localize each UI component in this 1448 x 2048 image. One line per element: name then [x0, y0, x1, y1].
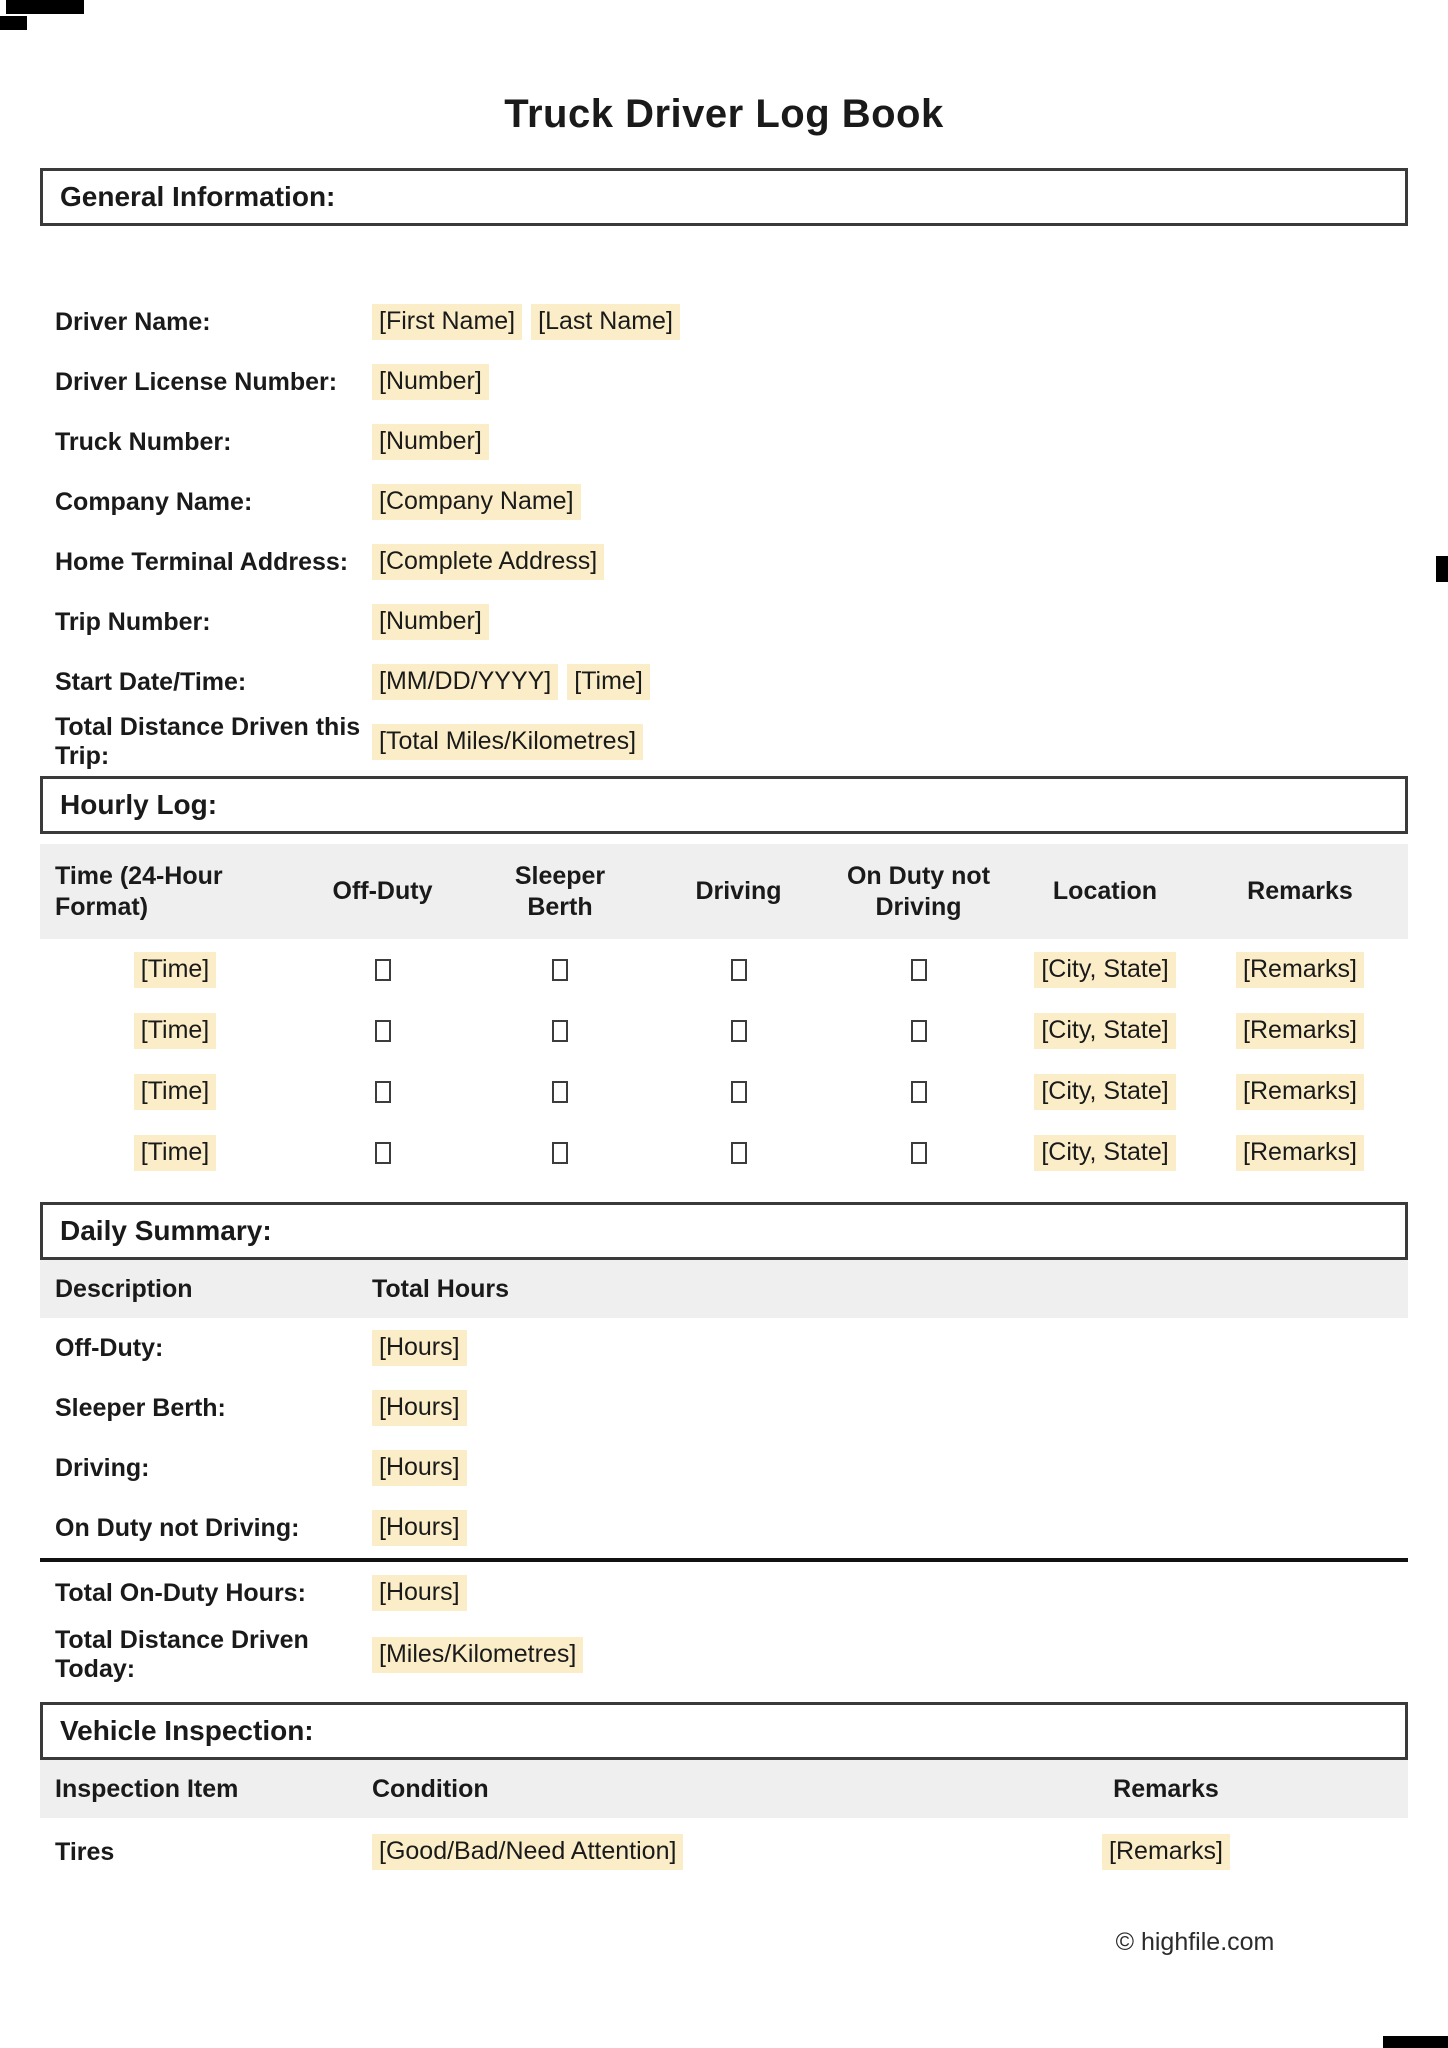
scan-artifact-top-left-2	[0, 16, 27, 30]
field-label: Total Distance Driven this Trip:	[55, 713, 361, 770]
column-header-driving: Driving	[695, 877, 782, 905]
copyright-footer: © highfile.com	[1115, 1928, 1275, 1956]
remarks-placeholder[interactable]: [Remarks]	[1236, 1013, 1364, 1049]
field-label: Start Date/Time:	[55, 667, 247, 696]
driving-checkbox[interactable]	[731, 1081, 747, 1103]
driving-checkbox[interactable]	[731, 1142, 747, 1164]
total-on-duty-hours-placeholder[interactable]: [Hours]	[372, 1575, 467, 1611]
section-header-general-information	[40, 168, 1408, 226]
scan-artifact-top-left	[6, 0, 84, 14]
total-distance-today-placeholder[interactable]: [Miles/Kilometres]	[372, 1637, 583, 1673]
summary-row-total-distance-today	[40, 1624, 1408, 1686]
summary-label: Sleeper Berth:	[55, 1393, 226, 1422]
home-terminal-address-placeholder[interactable]: [Complete Address]	[372, 544, 604, 580]
summary-label: Driving:	[55, 1453, 150, 1482]
section-header-daily-summary	[40, 1202, 1408, 1260]
column-header-description: Description	[55, 1274, 193, 1303]
summary-row-total-on-duty-hours	[40, 1562, 1408, 1624]
on-duty-not-driving-hours-placeholder[interactable]: [Hours]	[372, 1510, 467, 1546]
column-header-total-hours: Total Hours	[372, 1274, 510, 1303]
inspection-item-label: Tires	[55, 1837, 115, 1866]
location-placeholder[interactable]: [City, State]	[1034, 1013, 1175, 1049]
off-duty-checkbox[interactable]	[375, 1081, 391, 1103]
summary-row-on-duty-not-driving	[40, 1498, 1408, 1558]
license-number-placeholder[interactable]: [Number]	[372, 364, 489, 400]
off-duty-checkbox[interactable]	[375, 1020, 391, 1042]
start-time-placeholder[interactable]: [Time]	[567, 664, 650, 700]
company-name-placeholder[interactable]: [Company Name]	[372, 484, 581, 520]
tires-remarks-placeholder[interactable]: [Remarks]	[1102, 1834, 1230, 1870]
column-header-location: Location	[1052, 877, 1158, 905]
column-header-sleeper-berth: Sleeper Berth	[514, 861, 606, 921]
sleeper-berth-checkbox[interactable]	[552, 1142, 568, 1164]
remarks-placeholder[interactable]: [Remarks]	[1236, 1074, 1364, 1110]
general-information-fields	[40, 226, 1408, 772]
time-placeholder[interactable]: [Time]	[134, 1135, 217, 1171]
daily-summary-header-row	[40, 1260, 1408, 1318]
on-duty-not-driving-checkbox[interactable]	[911, 959, 927, 981]
field-label: Company Name:	[55, 487, 253, 516]
sleeper-berth-checkbox[interactable]	[552, 959, 568, 981]
location-placeholder[interactable]: [City, State]	[1034, 952, 1175, 988]
general-information-heading: General Information:	[60, 181, 336, 212]
scan-artifact-right-edge	[1436, 556, 1448, 582]
off-duty-hours-placeholder[interactable]: [Hours]	[372, 1330, 467, 1366]
hourly-log-heading: Hourly Log:	[60, 789, 218, 820]
column-header-inspection-remarks: Remarks	[1113, 1774, 1219, 1803]
trip-number-placeholder[interactable]: [Number]	[372, 604, 489, 640]
summary-label: Total On-Duty Hours:	[55, 1578, 306, 1607]
daily-summary-totals	[40, 1562, 1408, 1686]
summary-row-off-duty	[40, 1318, 1408, 1378]
field-trip-number	[40, 592, 1408, 652]
sleeper-berth-checkbox[interactable]	[552, 1081, 568, 1103]
driver-first-name-placeholder[interactable]: [First Name]	[372, 304, 522, 340]
driving-checkbox[interactable]	[731, 1020, 747, 1042]
field-home-terminal-address	[40, 532, 1408, 592]
page-title: Truck Driver Log Book	[504, 92, 944, 136]
remarks-placeholder[interactable]: [Remarks]	[1236, 952, 1364, 988]
hourly-log-row	[40, 1000, 1408, 1061]
column-header-inspection-item: Inspection Item	[55, 1774, 239, 1803]
field-driver-name	[40, 292, 1408, 352]
field-label: Home Terminal Address:	[55, 547, 349, 576]
summary-row-sleeper-berth	[40, 1378, 1408, 1438]
hourly-log-row	[40, 1061, 1408, 1122]
on-duty-not-driving-checkbox[interactable]	[911, 1142, 927, 1164]
column-header-condition: Condition	[372, 1774, 489, 1803]
sleeper-berth-hours-placeholder[interactable]: [Hours]	[372, 1390, 467, 1426]
column-header-remarks: Remarks	[1247, 877, 1353, 905]
section-header-vehicle-inspection	[40, 1702, 1408, 1760]
summary-row-driving	[40, 1438, 1408, 1498]
column-header-time: Time (24-Hour Format)	[55, 861, 223, 921]
time-placeholder[interactable]: [Time]	[134, 1013, 217, 1049]
field-total-distance-trip	[40, 712, 1408, 772]
on-duty-not-driving-checkbox[interactable]	[911, 1020, 927, 1042]
column-header-on-duty-not-driving: On Duty not Driving	[846, 861, 991, 921]
daily-summary-rows	[40, 1318, 1408, 1558]
field-truck-number	[40, 412, 1408, 472]
hourly-log-header-row	[40, 844, 1408, 939]
field-label: Driver Name:	[55, 307, 211, 336]
daily-summary-heading: Daily Summary:	[60, 1215, 272, 1246]
field-label: Truck Number:	[55, 427, 232, 456]
field-driver-license-number	[40, 352, 1408, 412]
hourly-log-table	[40, 844, 1408, 1183]
time-placeholder[interactable]: [Time]	[134, 952, 217, 988]
field-label: Trip Number:	[55, 607, 211, 636]
field-label: Driver License Number:	[55, 367, 338, 396]
field-start-date-time	[40, 652, 1408, 712]
summary-label: Off-Duty:	[55, 1333, 164, 1362]
remarks-placeholder[interactable]: [Remarks]	[1236, 1135, 1364, 1171]
start-date-placeholder[interactable]: [MM/DD/YYYY]	[372, 664, 558, 700]
field-company-name	[40, 472, 1408, 532]
tires-condition-placeholder[interactable]: [Good/Bad/Need Attention]	[372, 1834, 683, 1870]
location-placeholder[interactable]: [City, State]	[1034, 1135, 1175, 1171]
driving-hours-placeholder[interactable]: [Hours]	[372, 1450, 467, 1486]
inspection-row-tires	[40, 1818, 1408, 1886]
hourly-log-row	[40, 1122, 1408, 1183]
location-placeholder[interactable]: [City, State]	[1034, 1074, 1175, 1110]
off-duty-checkbox[interactable]	[375, 959, 391, 981]
summary-label: On Duty not Driving:	[55, 1513, 300, 1542]
on-duty-not-driving-checkbox[interactable]	[911, 1081, 927, 1103]
summary-label: Total Distance Driven Today:	[55, 1626, 309, 1683]
scan-artifact-bottom-right	[1383, 2036, 1448, 2048]
time-placeholder[interactable]: [Time]	[134, 1074, 217, 1110]
driving-checkbox[interactable]	[731, 959, 747, 981]
driver-last-name-placeholder[interactable]: [Last Name]	[531, 304, 680, 340]
vehicle-inspection-header-row	[40, 1760, 1408, 1818]
section-header-hourly-log	[40, 776, 1408, 834]
column-header-off-duty: Off-Duty	[332, 877, 433, 905]
truck-number-placeholder[interactable]: [Number]	[372, 424, 489, 460]
hourly-log-row	[40, 939, 1408, 1000]
total-distance-trip-placeholder[interactable]: [Total Miles/Kilometres]	[372, 724, 643, 760]
vehicle-inspection-heading: Vehicle Inspection:	[60, 1715, 314, 1746]
sleeper-berth-checkbox[interactable]	[552, 1020, 568, 1042]
off-duty-checkbox[interactable]	[375, 1142, 391, 1164]
